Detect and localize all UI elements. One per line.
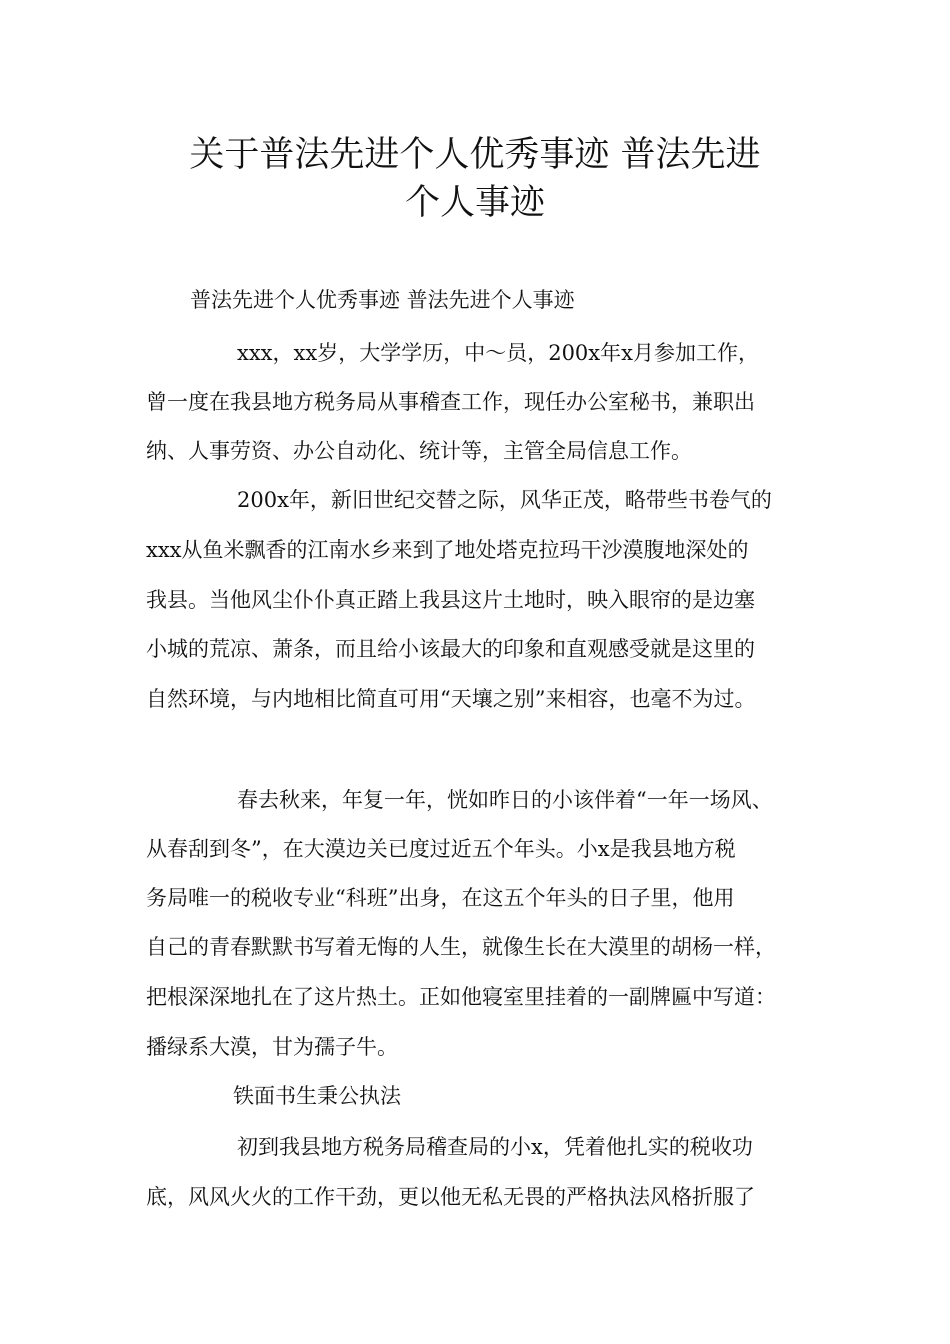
para3-line: 自己的青春默默书写着无悔的人生，就像生长在大漠里的胡杨一样， [146,935,776,959]
para4-line: 底，风风火火的工作干劲，更以他无私无畏的严格执法风格折服了 [146,1185,755,1209]
para2-line: 200x年，新旧世纪交替之际，风华正茂，略带些书卷气的 [237,488,772,512]
document-title-line-1: 关于普法先进个人优秀事迹 普法先进 [189,135,761,175]
para1-line: 纳、人事劳资、办公自动化、统计等，主管全局信息工作。 [146,439,692,463]
document-title-line-2: 个人事迹 [404,183,545,223]
para1-line: xxx，xx岁，大学学历，中～员，200x年x月参加工作， [237,341,759,365]
para3-line: 春去秋来，年复一年，恍如昨日的小该伴着“一年一场风、 [237,788,773,812]
para3-line: 务局唯一的税收专业“科班”出身，在这五个年头的日子里，他用 [146,886,735,910]
para3-line: 播绿系大漠，甘为孺子牛。 [146,1035,398,1059]
para2-line: 自然环境，与内地相比简直可用“天壤之别”来相容，也毫不为过。 [146,687,756,711]
subtitle-text: 普法先进个人优秀事迹 普法先进个人事迹 [190,288,575,312]
para2-line: 我县。当他风尘仆仆真正踏上我县这片土地时，映入眼帘的是边塞 [146,588,755,612]
para2-line: xxx从鱼米飘香的江南水乡来到了地处塔克拉玛干沙漠腹地深处的 [146,538,749,562]
para1-line: 曾一度在我县地方税务局从事稽查工作，现任办公室秘书，兼职出 [146,390,755,414]
para4-line: 初到我县地方税务局稽查局的小x，凭着他扎实的税收功 [237,1135,753,1159]
para2-line: 小城的荒凉、萧条，而且给小该最大的印象和直观感受就是这里的 [146,637,755,661]
section-heading: 铁面书生秉公执法 [233,1084,401,1108]
para3-line: 把根深深地扎在了这片热土。正如他寝室里挂着的一副牌匾中写道： [146,985,776,1009]
para3-line: 从春刮到冬”，在大漠边关已度过近五个年头。小x是我县地方税 [146,837,736,861]
